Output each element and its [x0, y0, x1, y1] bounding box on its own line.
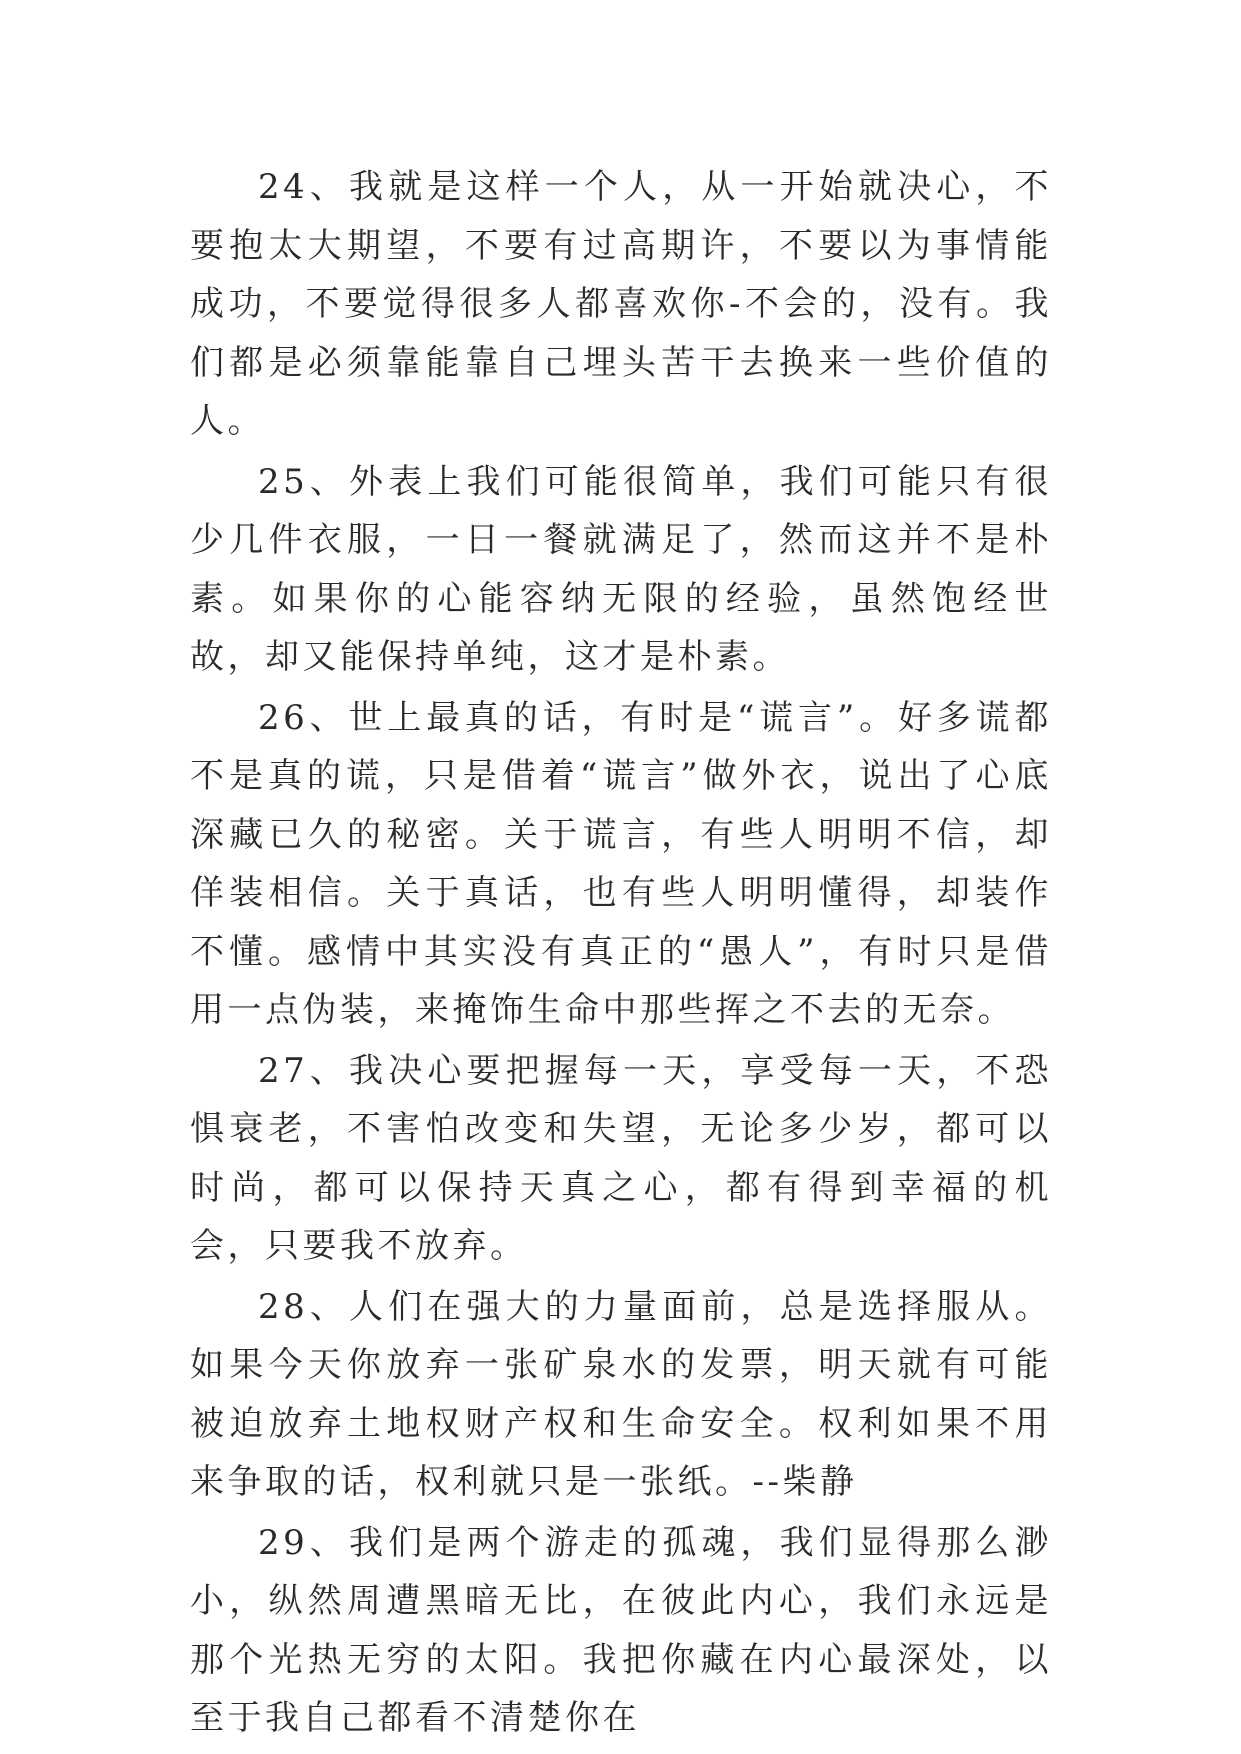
paragraph-26: 26、世上最真的话，有时是“谎言”。好多谎都不是真的谎，只是借着“谎言”做外衣，说出了心底深藏已久的秘密。关于谎言，有些人明明不信，却佯装相信。关于真话，也有些人明明懂得，却装作不懂。感情中其实没有真正的“愚人”，有时只是借用一点伪装，来掩饰生命中那些挥之不去的无奈。	[190, 697, 1052, 1030]
document-body	[190, 158, 1052, 1750]
paragraph-27: 27、我决心要把握每一天，享受每一天，不恐惧衰老，不害怕改变和失望，无论多少岁，都可以时尚，都可以保持天真之心，都有得到幸福的机会，只要我不放弃。	[190, 1050, 1052, 1266]
paragraph-24: 24、我就是这样一个人，从一开始就决心，不要抱太大期望，不要有过高期许，不要以为事情能成功，不要觉得很多人都喜欢你-不会的，没有。我们都是必须靠能靠自己埋头苦干去换来一些价值的人。	[190, 167, 1052, 441]
paragraph-28: 28、人们在强大的力量面前，总是选择服从。如果今天你放弃一张矿泉水的发票，明天就有可能被迫放弃土地权财产权和生命安全。权利如果不用来争取的话，权利就只是一张纸。--柴静	[190, 1286, 1052, 1502]
paragraph-29: 29、我们是两个游走的孤魂，我们显得那么渺小，纵然周遭黑暗无比，在彼此内心，我们永远是那个光热无穷的太阳。我把你藏在内心最深处，以至于我自己都看不清楚你在	[190, 1522, 1052, 1738]
paragraph-25: 25、外表上我们可能很简单，我们可能只有很少几件衣服，一日一餐就满足了，然而这并不是朴素。如果你的心能容纳无限的经验，虽然饱经世故，却又能保持单纯，这才是朴素。	[190, 461, 1052, 677]
